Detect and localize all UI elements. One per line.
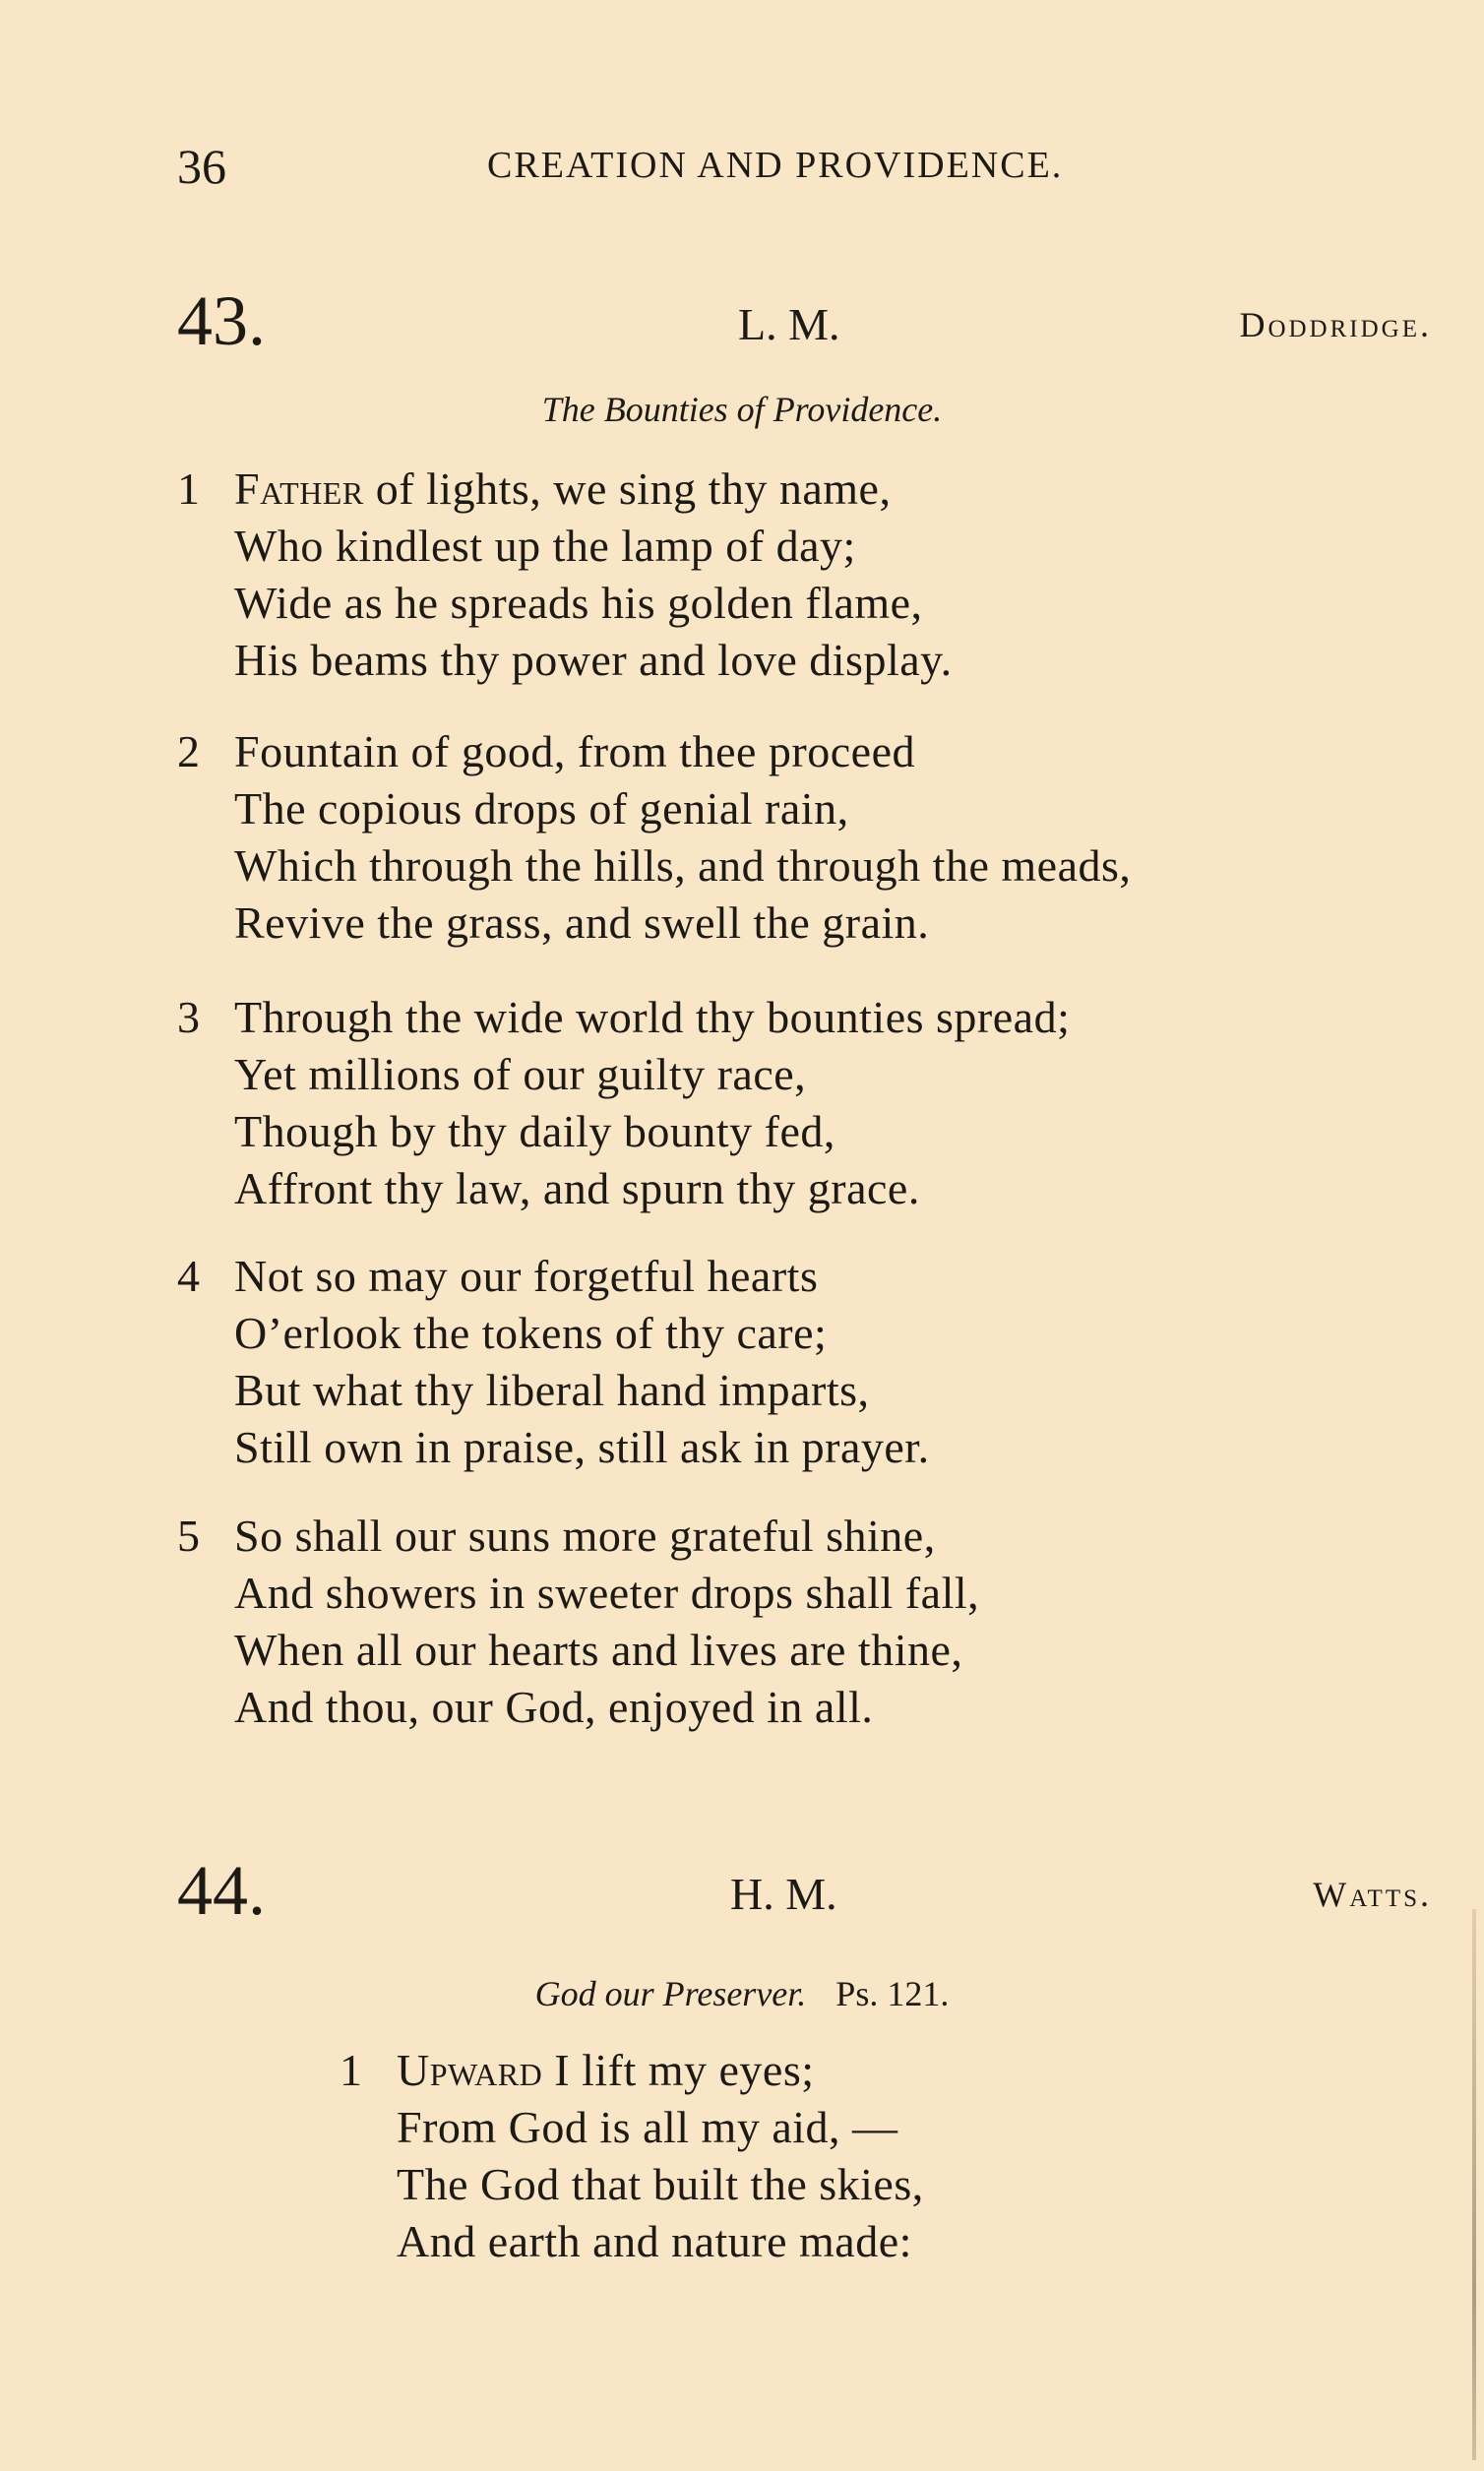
stanza-number: 1 xyxy=(177,463,200,514)
verse-lead-word: Father xyxy=(234,463,364,514)
verse-line: And thou, our God, enjoyed in all. xyxy=(234,1682,874,1732)
verse-line: O’erlook the tokens of thy care; xyxy=(234,1308,828,1358)
stanza-number: 3 xyxy=(177,992,200,1042)
running-title: CREATION AND PROVIDENCE. xyxy=(487,145,1064,186)
hymn-meter: L. M. xyxy=(738,299,840,349)
hymn-title-text: The Bounties of Providence. xyxy=(541,390,943,429)
verse-line xyxy=(397,2042,1484,2099)
verse-line: From God is all my aid, — xyxy=(397,2102,898,2152)
verse-line: And showers in sweeter drops shall fall, xyxy=(234,1568,980,1618)
stanza-lines xyxy=(397,2042,1484,2270)
hymn-title-text: God our Preserver. xyxy=(534,1974,807,2013)
hymn-header xyxy=(177,280,1432,359)
scripture-reference: Ps. 121. xyxy=(835,1974,950,2013)
verse-line: Not so may our forgetful hearts xyxy=(234,1251,819,1301)
verse-line: Through the wide world thy bounties spread; xyxy=(234,992,1071,1042)
hymn-number: 44. xyxy=(177,1851,266,1930)
verse-line: Yet millions of our guilty race, xyxy=(234,1049,807,1099)
running-head xyxy=(177,138,1427,197)
page-number: 36 xyxy=(177,139,226,194)
verse-line: His beams thy power and love display. xyxy=(234,635,953,685)
stanza-lines xyxy=(234,723,1464,952)
hymn-title xyxy=(0,389,1484,430)
hymn-number: 43. xyxy=(177,281,266,360)
hymn-author: Watts. xyxy=(1313,1875,1432,1914)
verse-line-rest: of lights, we sing thy name, xyxy=(363,463,892,514)
hymn-author: Doddridge. xyxy=(1239,305,1432,344)
stanza-number: 1 xyxy=(340,2045,362,2095)
hymn-title xyxy=(0,1973,1484,2014)
page-edge-shadow xyxy=(1472,1909,1476,2460)
stanza-lines xyxy=(234,989,1464,1217)
verse-line: The God that built the skies, xyxy=(397,2159,924,2209)
stanza-number: 4 xyxy=(177,1251,200,1301)
verse-line: The copious drops of genial rain, xyxy=(234,783,849,834)
verse-line: Revive the grass, and swell the grain. xyxy=(234,897,930,948)
verse-lead-word: Upward xyxy=(397,2045,543,2095)
stanza-lines xyxy=(234,1508,1464,1736)
hymn-meter: H. M. xyxy=(730,1869,837,1919)
verse-line xyxy=(234,461,1464,518)
verse-line: So shall our suns more grateful shine, xyxy=(234,1511,936,1561)
verse-line: Affront thy law, and spurn thy grace. xyxy=(234,1163,920,1213)
stanza-number: 5 xyxy=(177,1511,200,1561)
verse-line: But what thy liberal hand imparts, xyxy=(234,1365,870,1415)
verse-line: Which through the hills, and through the meads, xyxy=(234,840,1132,891)
stanza-number: 2 xyxy=(177,726,200,776)
verse-line: Though by thy daily bounty fed, xyxy=(234,1106,835,1156)
stanza-lines xyxy=(234,1248,1464,1476)
verse-line: And earth and nature made: xyxy=(397,2216,912,2266)
verse-line: Who kindlest up the lamp of day; xyxy=(234,521,856,571)
verse-line-rest: I lift my eyes; xyxy=(542,2045,815,2095)
hymn-header xyxy=(177,1850,1432,1929)
verse-line: When all our hearts and lives are thine, xyxy=(234,1625,963,1675)
verse-line: Still own in praise, still ask in prayer. xyxy=(234,1422,930,1472)
verse-line: Fountain of good, from thee proceed xyxy=(234,726,915,776)
stanza-lines xyxy=(234,461,1464,689)
verse-line: Wide as he spreads his golden flame, xyxy=(234,578,923,628)
